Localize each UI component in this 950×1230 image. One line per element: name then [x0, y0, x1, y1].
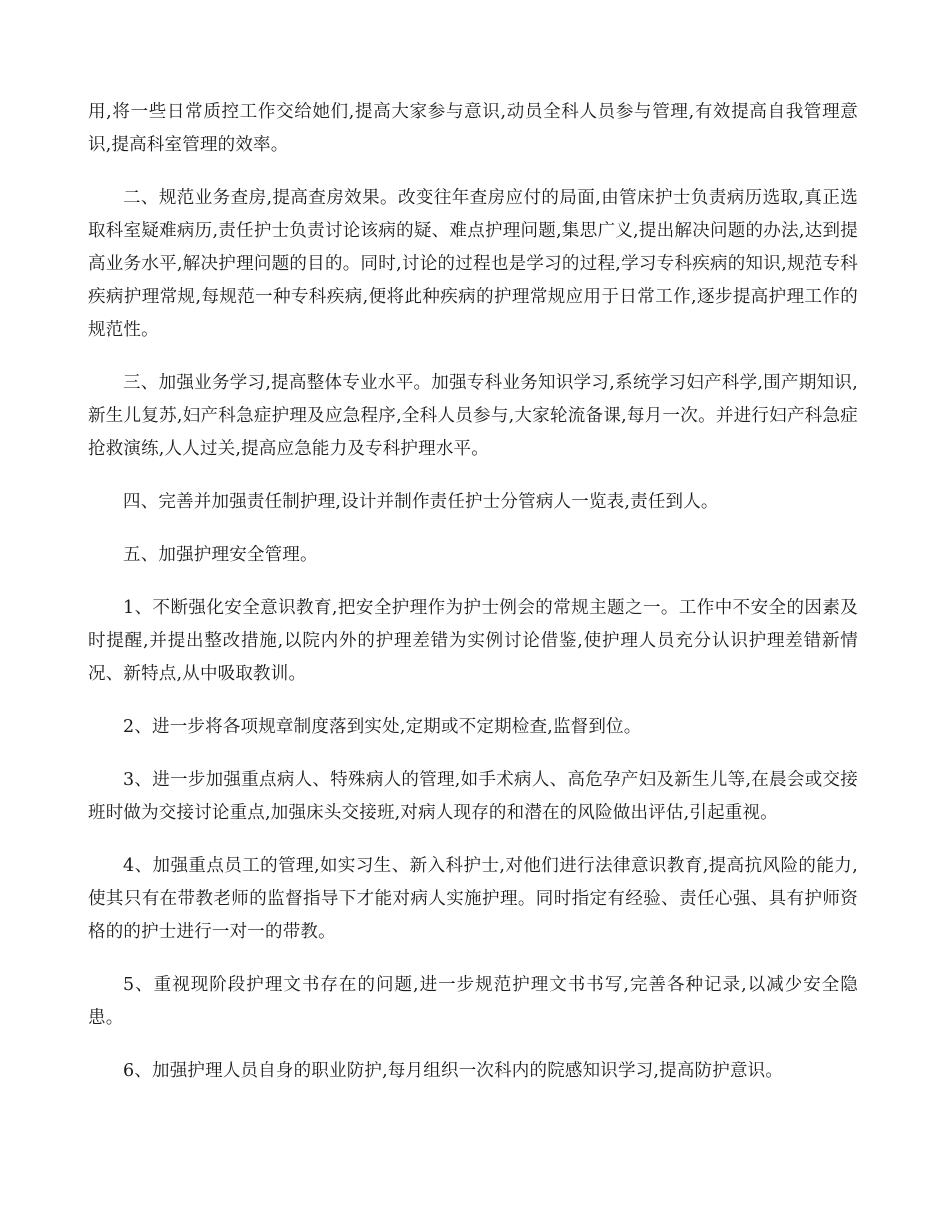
paragraph-ward-rounds: 二、规范业务查房,提高查房效果。改变往年查房应付的局面,由管床护士负责病历选取,真正选取科室疑难病历,责任护士负责讨论该病的疑、难点护理问题,集思广义,提出解决问题的办法,达到提高业务水平,解决护理问题的目的。同时,讨论的过程也是学习的过程,学习专科疾病的知识,规范专科疾病护理常规,每规范一种专科疾病,便将此种疾病的护理常规应用于日常工作,逐步提高护理工作的规范性。: [88, 188, 858, 340]
paragraph-professional-study: 三、加强业务学习,提高整体专业水平。加强专科业务知识学习,系统学习妇产科学,围产期知识,新生儿复苏,妇产科急症护理及应急程序,全科人员参与,大家轮流备课,每月一次。并进行妇产科急症抢救演练,人人过关,提高应急能力及专科护理水平。: [88, 373, 858, 459]
document-body: [88, 96, 858, 1108]
paragraph-safety-management-heading: 五、加强护理安全管理。: [123, 545, 318, 565]
paragraph-responsibility-nursing: 四、完善并加强责任制护理,设计并制作责任护士分管病人一览表,责任到人。: [123, 492, 719, 512]
paragraph-safety-item-4: 4、加强重点员工的管理,如实习生、新入科护士,对他们进行法律意识教育,提高抗风险的能力,使其只有在带教老师的监督指导下才能对病人实施护理。同时指定有经验、责任心强、具有护师资格的的护士进行一对一的带教。: [88, 856, 858, 942]
paragraph-safety-item-3: 3、进一步加强重点病人、特殊病人的管理,如手术病人、高危孕产妇及新生儿等,在晨会或交接班时做为交接讨论重点,加强床头交接班,对病人现存的和潜在的风险做出评估,引起重视。: [88, 770, 858, 823]
paragraph-safety-item-5: 5、重视现阶段护理文书存在的问题,进一步规范护理文书书写,完善各种记录,以减少安全隐患。: [88, 975, 858, 1028]
paragraph-safety-item-6: 6、加强护理人员自身的职业防护,每月组织一次科内的院感知识学习,提高防护意识。: [123, 1061, 784, 1081]
paragraph-safety-item-1: 1、不断强化安全意识教育,把安全护理作为护士例会的常规主题之一。工作中不安全的因素及时提醒,并提出整改措施,以院内外的护理差错为实例讨论借鉴,使护理人员充分认识护理差错新情况、新特点,从中吸取教训。: [88, 598, 858, 684]
paragraph-continuation: 用,将一些日常质控工作交给她们,提高大家参与意识,动员全科人员参与管理,有效提高自我管理意识,提高科室管理的效率。: [88, 102, 858, 155]
paragraph-safety-item-2: 2、进一步将各项规章制度落到实处,定期或不定期检查,监督到位。: [123, 717, 642, 737]
